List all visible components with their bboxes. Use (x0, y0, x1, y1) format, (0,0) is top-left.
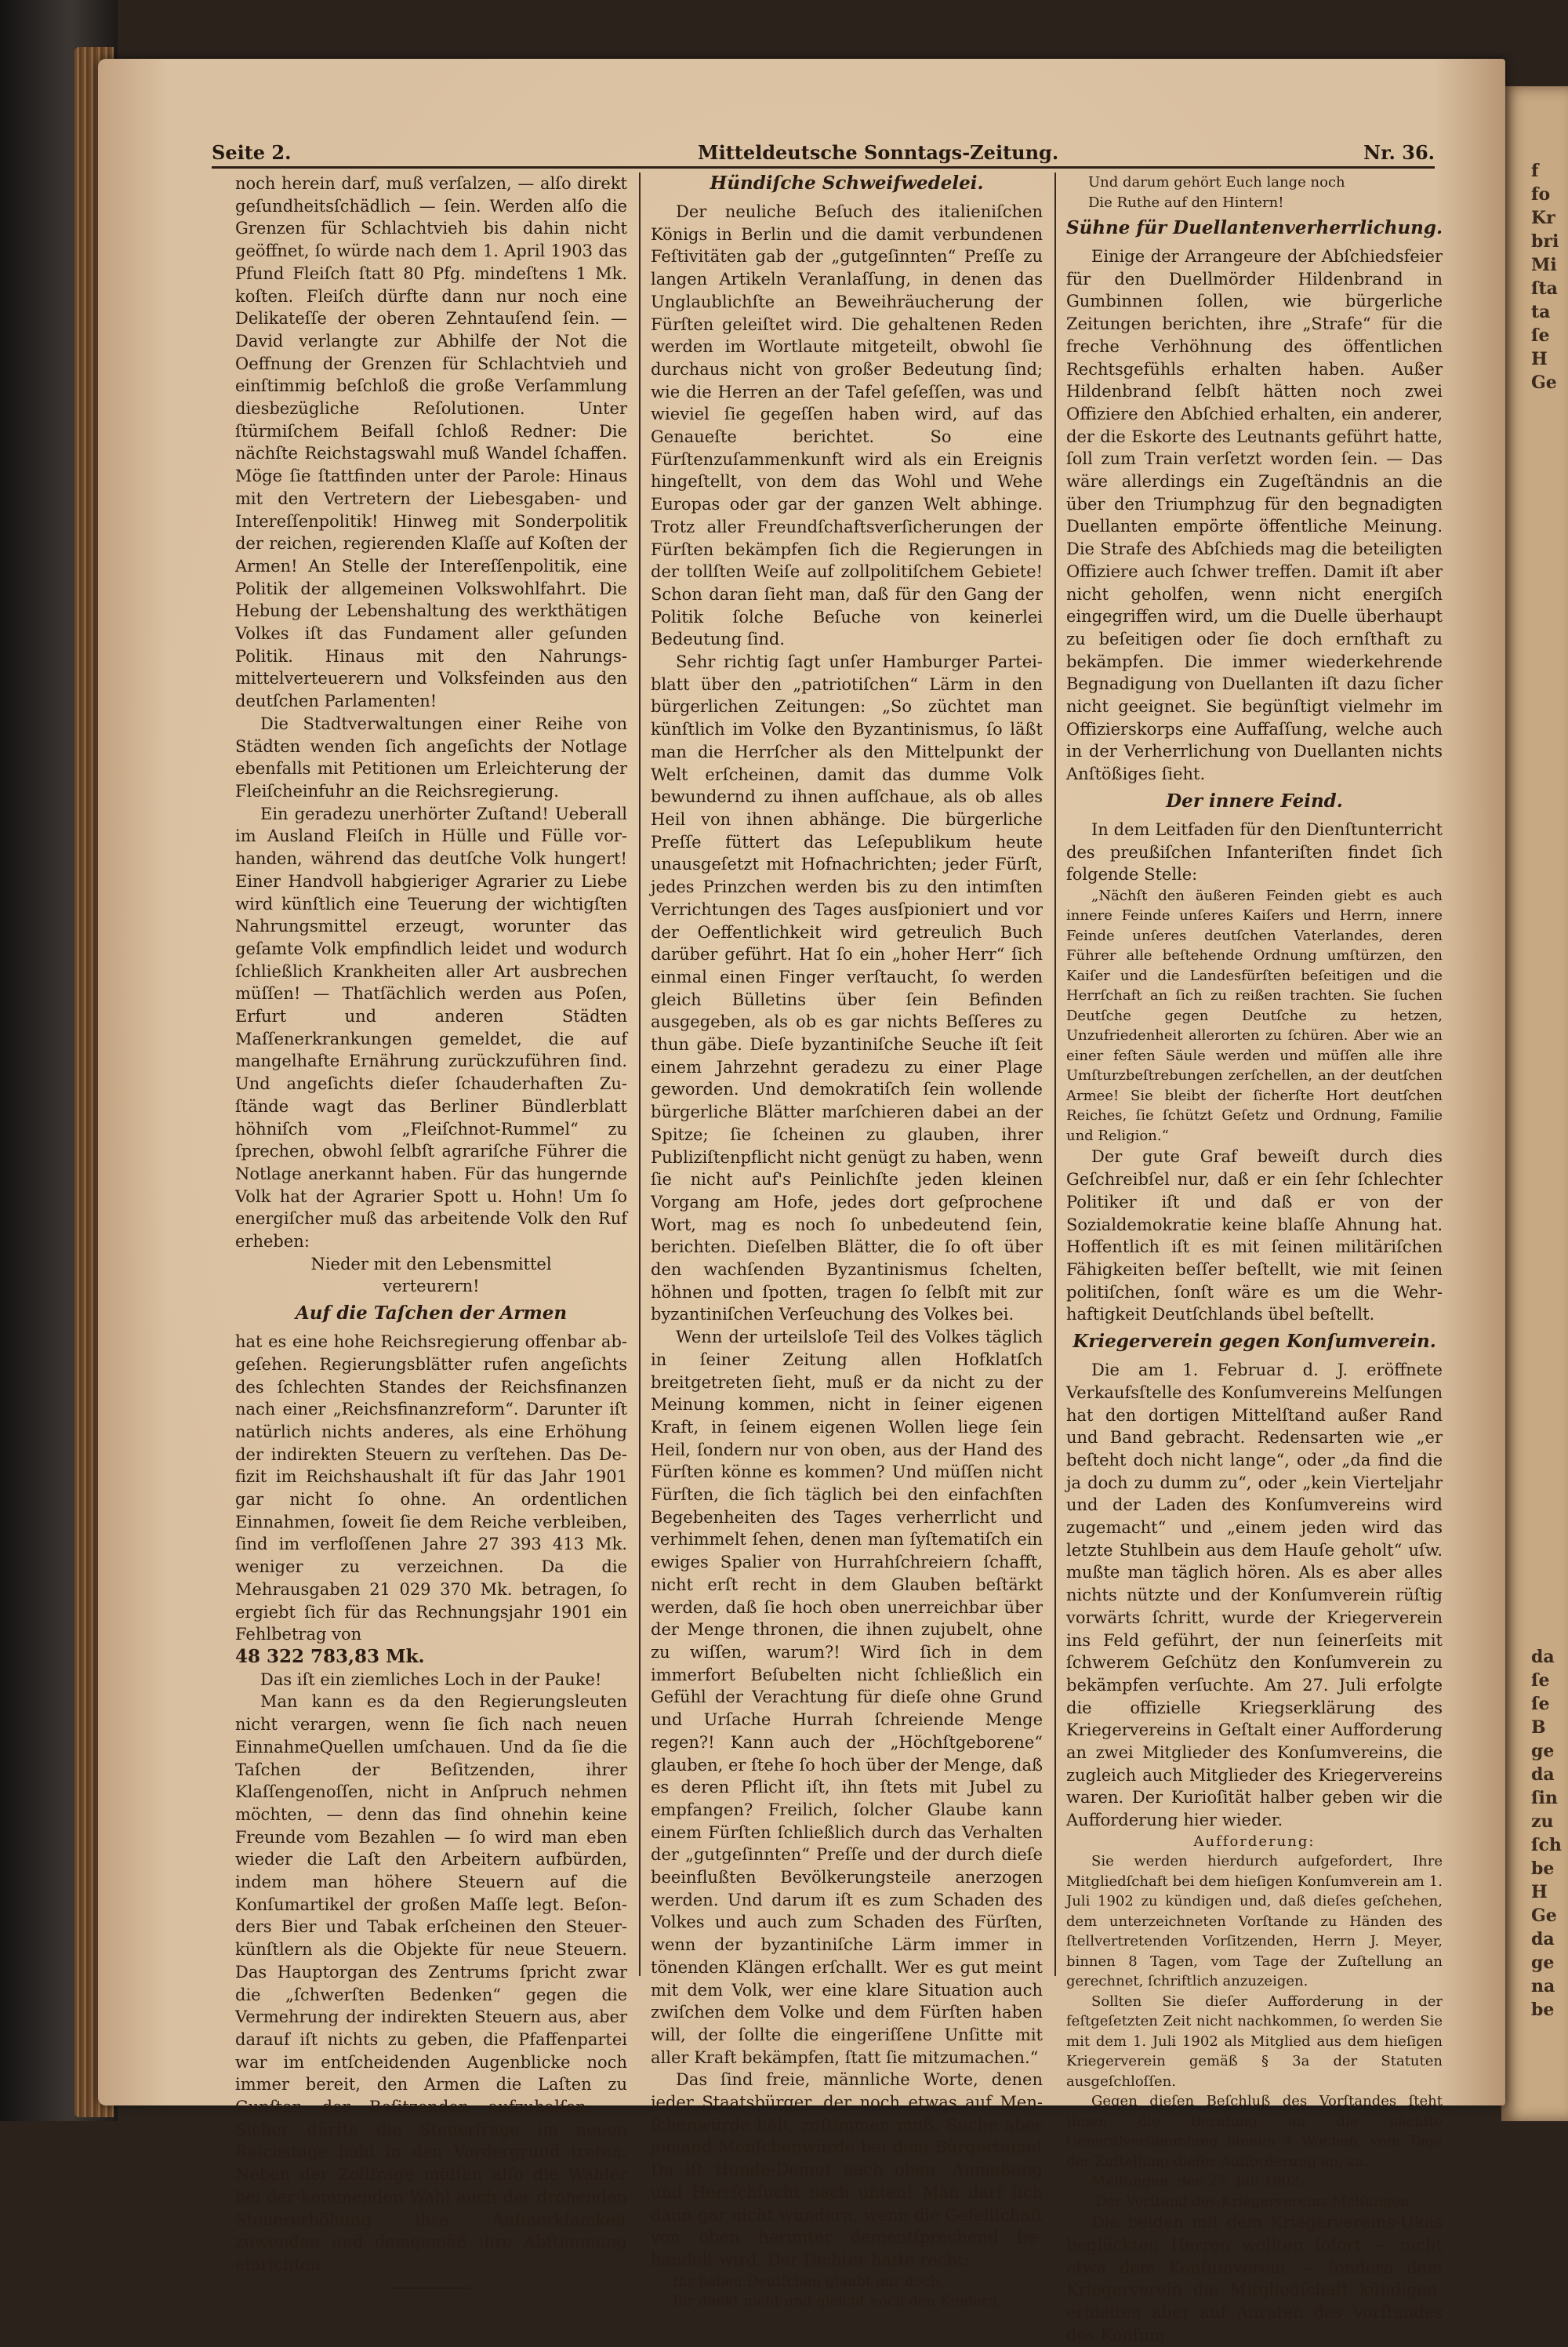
paragraph: Einige der Arrangeure der Abſchiedsfeier für den Duellmörder Hildenbrand in Gumbinnen ſollen, wie bürgerliche Zeitungen berichten, ihre „Strafe“ für die freche Verhöhnung des öffentlichen Rechtsgefühls erhalten haben. Außer Hildenbrand ſelbſt hätten noch zwei Offiziere den Abſchied erhalten, ein anderer, der die Eskorte des Leutnants geführt hatte, ſoll zum Train verſetzt worden ſein. — Das wäre allerdings ein Zugeſtändnis an die über den Triumphzug für den begnadigten Duellanten empörte öffentliche Meinung. Die Strafe des Abſchieds mag die beteiligten Offiziere auch ſchwer treffen. Damit iſt aber nicht geholfen, wenn nicht energiſch eingegriffen wird, um die Duelle überhaupt zu beſeitigen oder ſie doch ernſthaft zu bekämpfen. Die immer wiederkehrende Begnadigung von Duellanten iſt dazu ſicher nicht geeignet. Sie begünſtigt vielmehr im Offizierskorps eine Auffaſſung, welche auch in der Verherrlichung von Duellanten nichts Anſtößiges ſieht. (1066, 247, 1443, 784)
facing-page-fragment: ge (1531, 1741, 1555, 1761)
facing-page-fragment: da (1531, 1929, 1555, 1949)
facing-page-fragment: Mi (1531, 255, 1557, 275)
facing-page-fragment: B (1531, 1717, 1546, 1738)
column-rule-1 (639, 173, 641, 1976)
quote: „Nächſt den äußeren Feinden giebt es auch innere Feinde unſeres Kaiſers und Herrn, innere Feinde unſeres deutſchen Vaterlandes, deren Führer alle beſtehende Ordnung umſtürzen, den Kaiſer und die Landesfürſten beſeitigen und die Herrſchaft an ſich zu reißen trachten. Sie ſuchen Deutſche gegen Deutſche zu hetzen, Unzufriedenheit allerorten zu ſchüren. Aber wie an einer feſten Säule werden und müſſen alle ihre Umſturzbeſtrebungen zerſchellen, an der deutſchen Armee! Sie bleibt der ſicherſte Hort deutſchen Reiches, ſie ſchützt Geſetz und Ordnung, Familie und Religion.“ (1066, 887, 1443, 1144)
facing-page-fragment: Ge (1531, 1906, 1557, 1926)
facing-page-fragment: Kr (1531, 208, 1555, 228)
facing-page-fragment: ſta (1531, 278, 1558, 299)
facing-page-fragment: zu (1531, 1811, 1554, 1832)
facing-page-fragment: da (1531, 1764, 1555, 1785)
notice-signature: Der Vorſtand des Kriegervereins Melſungen. (1094, 2193, 1414, 2210)
headline-suehne: Sühne für Duellantenverherrlichung. (1066, 217, 1443, 238)
headline-schweifwedelei: Hündiſche Schweifwedelei. (710, 173, 984, 194)
page-number: Seite 2. (212, 141, 292, 164)
facing-page-fragment: f (1531, 161, 1539, 181)
paragraph: Man kann es da den Regierungsleuten nicht verargen, wenn ſie ſich nach neuen EinnahmeQuellen umſchauen. Und da ſie die Taſchen der Beſitzenden, ihrer Klaſſengenoſſen, nicht in Anſpruch nehmen möchten, — denn das ſind ohnehin keine Freunde vom Bezahlen — ſo wird man eben wieder die Laſt den Arbeitern aufbürden, indem man höhere Steuern auf die Konſumartikel der großen Maſſe legt. Beſonders Bier und Tabak erſcheinen den Steuerkünſtlern als die Objekte für neue Steuern. Das Hauptorgan des Zentrums ſpricht zwar die „ſchwerſten Bedenken“ gegen die Vermehrung der indirekten Steuern aus, aber darauf iſt nichts zu geben, die Pfaffenpartei war im entſcheidenden Augenblicke noch immer bereit, den Armen die Laſten zu Gunſten der Beſitzenden aufzuhalſen. — Sicher dürfte die Steuerfrage im neuen Reichstage bald in den Vordergrund treten. Neben der Zollfrage müſſen alſo die Wähler bei der kommenden Wahl auch der drohenden Steuererhöhung ihre Aufmerkſamkeit zuwenden und demgemäß ihre Abſtimmung einrichten. (235, 1692, 627, 2274)
facing-page-fragment: H (1531, 349, 1548, 369)
facing-page-fragment: be (1531, 1858, 1555, 1879)
paragraph: In dem Leitfaden für den Dienſtunterricht des preußiſchen Infanteriſten findet ſich folgende Stelle: (1066, 819, 1443, 885)
facing-page-fragment: ge (1531, 1953, 1555, 1973)
paragraph: Die Stadtverwaltungen einer Reihe von Städten wenden ſich angeſichts der Notlage ebenfalls mit Petitionen um Erleichterung der Fleiſcheinfuhr an die Reichsregierung. (235, 714, 627, 801)
notice-title: Aufforderung: (1193, 1833, 1316, 1850)
paragraph: hat es eine hohe Reichsregierung offenbar abgeſehen. Regierungsblätter rufen angeſichts des ſchlechten Standes der Reichsfinanzen nach einer „Reichsfinanzreform“. Darunter iſt natürlich nichts anderes, als eine Erhöhung der indirekten Steuern zu verſtehen. Das Defizit im Reichshaushalt iſt für das Jahr 1901 gar nicht ſo ohne. An ordentlichen Einnahmen, ſoweit ſie dem Reiche verbleiben, ſind im verfloſſenen Jahre 27 393 413 Mk. weniger zu verzeichnen. Da die Mehrausgaben 21 029 370 Mk. betragen, ſo ergiebt ſich für das Rechnungsjahr 1901 ein Fehlbetrag von (235, 1332, 627, 1644)
column-1 (235, 173, 627, 2289)
notice-text: Sollten Sie dieſer Aufforderung in der feſtgeſetzten Zeit nicht nachkommen, ſo werden Sie mit dem 1. Juli 1902 als Mitglied aus dem hieſigen Kriegerverein gemäß § 3a der Statuten ausgeſchloſſen. (1066, 1993, 1443, 2090)
paragraph: Ein geradezu unerhörter Zuſtand! Ueberall im Ausland Fleiſch in Hülle und Fülle vorhanden, während das deutſche Volk hungert! Einer Handvoll habgieriger Agrarier zu Liebe wird künſtlich eine Teuerung der wichtigſten Nahrungsmittel erzeugt, worunter das geſamte Volk empfindlich leidet und wodurch ſchließlich Krankheiten aller Art ausbrechen müſſen! — Thatſächlich werden aus Poſen, Erfurt und anderen Städten Maſſenerkrankungen gemeldet, die auf mangelhafte Ernährung zurückzuführen ſind. Und angeſichts dieſer ſchauderhaften Zuſtände wagt das Berliner Bündlerblatt höhniſch vom „Fleiſchnot-Rummel“ zu ſprechen, obwohl ſelbſt agrariſche Führer die Notlage anerkannt haben. Für das hungernde Volk hat der Agrarier Spott u. Hohn! Um ſo energiſcher muß das arbeitende Volk den Ruf erheben: (235, 804, 627, 1252)
paragraph: Wenn der urteilsloſe Teil des Volkes täglich in ſeiner Zeitung allen Hofklatſch breitgetreten ſieht, muß er da nicht zu der Meinung kommen, nicht in ſeiner eigenen Kraft, in ſeinem eigenen Wollen liege ſein Heil, ſondern nur von oben, aus der Hand des Fürſten könne es kommen? Und müſſen nicht Fürſten, die ſich täglich bei den einfachſten Begebenheiten des Tages verherrlicht und verhimmelt ſehen, denen man ſyſtematiſch ein ewiges Spalier von Hurrahſchreiern ſchafft, nicht erſt recht in dem Glauben beſtärkt werden, daß ſie hoch oben unerreichbar über der Menge thronen, die ihnen zujubelt, ohne zu wiſſen, warum?! Wird ſich in dem immerfort Beſubelten nicht ſchließlich ein Gefühl der Verachtung für dieſe ohne Grund und Urſache Hurrah ſchreiende Menge regen?! Kann auch der „Höchſtgeborene“ glauben, er ſtehe ſo hoch über der Menge, daß es deren Pflicht iſt, ihn ſtets mit Jubel zu empfangen? Freilich, ſolcher Glaube kann einem Fürſten ſchließlich durch das Verhalten der „gutgeſinnten“ Preſſe und der durch dieſe beeinflußten Bevölkerungsteile anerzogen werden. Und darum iſt es zum Schaden des Volkes und auch zum Schaden des Fürſten, wenn der byzantiniſche Lärm immer in tönenden Klängen erſchallt. Wer es gut meint mit dem Volk, wer eine klare Situation auch zwiſchen dem Volke und dem Fürſten haben will, der ſollte die eingeriſſene Unſitte mit aller Kraft bekämpfen, ſtatt ſie mitzumachen.“ (651, 1328, 1043, 2067)
slogan-line-1: Nieder mit den Lebensmittel (310, 1254, 552, 1273)
newspaper-title: Mitteldeutsche Sonntags-Zeitung. (698, 141, 1059, 164)
paragraph: noch herein darf, muß verſalzen, — alſo direkt geſundheitsſchädlich — ſein. Werden alſo die Grenzen für Schlachtvieh bis dahin nicht geöffnet, ſo würde nach dem 1. April 1903 das Pfund Fleiſch ſtatt 80 Pfg. mindeſtens 1 Mk. koſten. Fleiſch dürfte dann nur noch eine Delikateſſe der oberen Zehntauſend ſein. — David verlangte zur Abhilfe der Not die Oeffnung der Grenzen für Schlachtvieh und einſtimmig beſchloß die große Verſammlung diesbezügliche Reſolutionen. Unter ſtürmiſchem Beifall ſchloß Redner: Die nächſte Reichstagswahl muß Wandel ſchaffen. Möge ſie ſtattfinden unter der Parole: Hinaus mit den Vertretern der Liebesgaben- und Intereſſenpolitik! Hinweg mit Sonderpolitik der reichen, regierenden Klaſſe auf Koſten der Armen! An Stelle der Intereſſenpolitik, eine Politik der allgemeinen Volkswohlfahrt. Die Hebung der Lebenshaltung des werkthätigen Volkes iſt das Fundament aller geſunden Politik. Hinaus mit den Nahrungsmittelverteuerern und Volksfeinden aus den deutſchen Parlamenten! (235, 174, 627, 711)
headline-innere-feind: Der innere Feind. (1166, 790, 1343, 812)
facing-page (1501, 86, 1568, 2121)
facing-page-fragment: da (1531, 1647, 1555, 1667)
slogan-line-2: verteurern! (383, 1277, 480, 1296)
notice-date: Melſungen, den 27. Juli 1902. (1091, 2173, 1305, 2190)
verse-line: Ihr denkt nicht und gleicht noch den Kindern, (673, 2293, 1002, 2310)
header-rule (212, 166, 1435, 169)
verse-line: Die Ruthe auf den Hintern! (1088, 194, 1284, 211)
paragraph: Das ſind freie, männliche Worte, denen jeder Staatsbürger, der noch etwas auf Menſchenwürde hält, zuſtimmen muß. Suche aber jemand Menſchenwürde bei dem Bürgertume! Da iſt Hunde-Demut nach oben, Anmaßung und Herrſchſucht nach unten! Man darf ſich dann gar nicht wundern, wenn die Geſellſchaft von oben herunter dementſprechend behandelt wird. Der Dichter hatte recht: (651, 2070, 1043, 2269)
facing-page-fragment: ſe (1531, 325, 1550, 346)
end-rule (392, 2287, 470, 2289)
facing-page-fragment: ta (1531, 302, 1551, 322)
notice-text: Gegen dieſen Beſchluß des Vorſtandes ſteht Ihnen die Berufung an die nächſte Generalverſammlung binnen 4 Wochen, vom Tage der Zuſtellung dieſer Aufforderung an, zu. (1066, 2093, 1443, 2170)
issue-number: Nr. 36. (1363, 141, 1435, 164)
facing-page-fragment: na (1531, 1976, 1555, 1996)
facing-page-fragment: H (1531, 1882, 1548, 1902)
facing-page-fragment: bri (1531, 231, 1559, 252)
facing-page-fragment: be (1531, 2000, 1555, 2020)
column-rule-2 (1054, 173, 1056, 1976)
facing-page-fragment: Ge (1531, 372, 1557, 393)
facing-page-fragment: ſe (1531, 1694, 1550, 1714)
facing-page-fragment: fo (1531, 184, 1551, 205)
paragraph: Das iſt ein ziemliches Loch in der Pauke! (260, 1669, 602, 1689)
headline-kriegerverein: Kriegerverein gegen Konſumverein. (1073, 1331, 1436, 1353)
facing-page-fragment: ſe (1531, 1670, 1550, 1691)
facing-page-fragment: ſin (1531, 1788, 1558, 1808)
paragraph: Die am 1. Februar d. J. eröffnete Verkaufsſtelle des Konſumvereins Melſungen hat den dortigen Mittelſtand außer Rand und Band gebracht. Redensarten wie „er beſteht doch nicht lange“, oder „da find die ja doch zu dumm zu“, oder „kein Vierteljahr und der Laden des Konſumvereins wird zugemacht“ und „einem jeden wird das letzte Stuhlbein aus dem Hauſe geholt“ uſw. mußte man täglich hören. Als es aber alles nichts nützte und der Konſumverein rüſtig vorwärts ſchritt, wurde der Kriegerverein ins Feld geführt, der nun ſeinerſeits mit ſchwerem Geſchütz den Konſumverein zu bekämpfen verſuchte. Am 27. Juli erfolgte die offizielle Kriegserklärung des Kriegervereins in Geſtalt einer Aufforderung an zwei Mitglieder des Konſumvereins, die zugleich auch Mitglieder des Kriegervereins waren. Der Kurioſität halber geben wir die Aufforderung hier wieder. (1066, 1361, 1443, 1830)
paragraph: Der gute Graf beweiſt durch dies Geſchreibſel nur, daß er ein ſehr ſchlechter Politiker iſt und daß er von der Sozialdemokratie keine blaſſe Ahnung hat. Hoffentlich iſt es mit ſeinen militäriſchen Fähigkeiten beſſer beſtellt, wie mit ſeinen politiſchen, ſonſt wäre es um die Wehrhaftigkeit Deutſchlands übel beſtellt. (1066, 1147, 1443, 1324)
paragraph: Sehr richtig ſagt unſer Hamburger Parteiblatt über den „patriotiſchen“ Lärm in den bürgerlichen Zeitungen: „So züchtet man künſtlich im Volke den Byzantinismus, ſo läßt man die Herrſcher als den Mittelpunkt der Welt erſcheinen, damit das dumme Volk bewundernd zu ihnen aufſchaue, als ob alles Heil von ihnen abhänge. Die bürgerliche Preſſe füttert das Leſepublikum heute unausgeſetzt mit Hofnachrichten; jeder Fürſt, jedes Prinzchen werden bis zu den intimſten Verrichtungen des Tages ausſpioniert und vor der Oeffentlichkeit wird getreulich Buch darüber geführt. Hat ſo ein „hoher Herr“ ſich einmal einen Finger verſtaucht, ſo werden gleich Bülletins über ſein Befinden ausgegeben, als ob es gar nichts Beſſeres zu thun gäbe. Dieſe byzantiniſche Seuche iſt ſeit einem Jahrzehnt geradezu zu einer Plage geworden. Und demokratiſch ſein wollende bürgerliche Blätter marſchieren dabei an der Spitze; ſie ſcheinen zu glauben, ihrer Publiziſtenpflicht nicht genügt zu haben, wenn ſie nicht auf's Peinlichſte jeden kleinen Vorgang am Hofe, jedes dort geſprochene Wort, mag es noch ſo unbedeutend ſein, berichten. Dieſelben Blätter, die ſo oft über den wachſenden Byzantinismus ſchelten, höhnen und ſpotten, tragen ſo ſelbſt mit zur byzantiniſchen Verſeuchung des Volkes bei. (651, 652, 1043, 1324)
facing-page-fragment: ſch (1531, 1835, 1562, 1855)
notice-text: Sie werden hierdurch aufgefordert, Ihre Mitgliedſchaft bei dem hieſigen Konſumverein am 1. Juli 1902 zu kündigen und, daß dieſes geſchehen, dem unterzeichneten Vorſtande zu Händen des ſtellvertretenden Vorſitzenden, Herrn J. Meyer, binnen 8 Tagen, vom Tage der Zuſtellung an gerechnet, ſchriftlich anzuzeigen. (1066, 1853, 1443, 1990)
verse-line: Und darum gehört Euch lange noch (1088, 174, 1345, 191)
verse-line: Ihr lieben Deutſchen glaubt mir doch, (673, 2273, 944, 2290)
deficit-amount: 48 322 783,83 Mk. (235, 1646, 425, 1667)
headline-taschen: Auf die Taſchen der Armen (295, 1302, 568, 1324)
paragraph: Die beiden mit dem Kriegervereins-Ukas beglückten Herren wollten ſofort — nicht etwa dem Konſumverein — ſondern dem Kriegerverein die Mitgliedſchaft kündigen, erhielten aber auf Anraten des Vorſtandes des Konſum (1066, 2213, 1443, 2345)
paragraph: Der neuliche Beſuch des italieniſchen Königs in Berlin und die damit verbundenen Feſtivitäten gab der „gutgeſinnten“ Preſſe zu langen Artikeln Veranlaſſung, in denen das Unglaublichſte an Beweihräucherung der Fürſten geleiſtet wird. Die gehaltenen Reden werden im Wortlaute mitgeteilt, obwohl ſie durchaus nicht von großer Bedeutung ſind; wie die Herren an der Tafel geſeſſen, was und wieviel ſie gegeſſen haben wird, auf das Genaueſte berichtet. So eine Fürſtenzuſammenkunft wird als ein Ereignis hingeſtellt, von dem das Wohl und Wehe Europas oder gar der ganzen Welt abhinge. Trotz aller Freundſchaftsverſicherungen der Fürſten bekämpfen ſich die Regierungen in der tollſten Weiſe auf zollpolitiſchem Gebiete! Schon daran ſieht man, daß für den Gang der Politik ſolche Beſuche von keinerlei Bedeutung ſind. (651, 202, 1043, 649)
column-3 (1066, 173, 1443, 2347)
column-2 (651, 173, 1043, 2312)
